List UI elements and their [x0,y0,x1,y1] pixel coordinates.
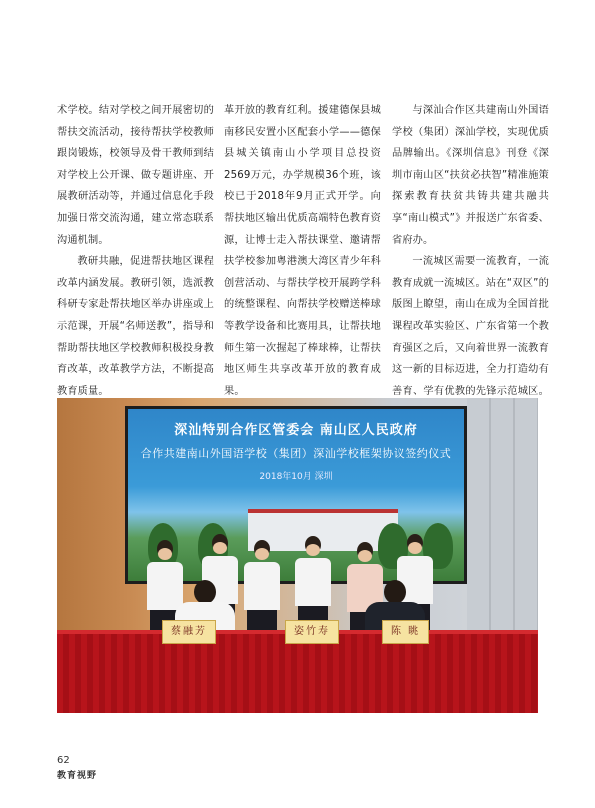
article-column-2 [224,100,381,402]
paragraph: 与深汕合作区共建南山外国语学校（集团）深汕学校，实现优质品牌输出。《深圳信息》刊登《深圳市南山区“扶贫必扶智”精准施策探索教育扶贫共铸共建共融共享“南山模式”》并报送广东省委、省府办。 [392,105,549,246]
red-table-cloth [57,634,538,713]
article-column-3 [392,100,549,424]
paragraph: 术学校。结对学校之间开展密切的帮扶交流活动，接待帮扶学校教师跟岗锻炼，校领导及骨干教师到结对学校上公开课、做专题讲座、开展教研活动等，并通过信息化手段加强日常交流沟通，建立常态联系沟通机制。 [57,105,214,246]
wall-panel [467,398,538,648]
banner-subtitle: 合作共建南山外国语学校（集团）深汕学校框架协议签约仪式 [140,447,452,460]
article-column-1 [57,100,214,424]
nameplate: 陈 眺 [382,620,429,644]
page-number: 62 [57,755,70,766]
publication-logo: 教育视野 [57,771,98,781]
nameplate: 蔡融芳 [162,620,216,644]
signing-ceremony-photo [57,398,538,713]
banner-title: 深汕特别合作区管委会 南山区人民政府 [174,423,418,438]
paragraph: 革开放的教育红利。援建德保县城南移民安置小区配套小学——德保县城关镇南山小学项目总投资2569万元，办学规模36个班，该校已于2018年9月正式开学。向帮扶地区输出优质高端特色教育资源，让博士走入帮扶课堂、邀请帮扶学校参加粤港澳大湾区青少年科创营活动、与帮扶学校开展跨学科的统整课程、向帮扶学校赠送棒球等教学设备和比赛用具，让帮扶地师生第一次握起了棒球棒，让帮扶地区师生共享改革开放的教育成果。 [224,105,381,397]
paragraph: 教研共融，促进帮扶地区课程改革内涵发展。教研引领，选派教科研专家赴帮扶地区举办讲座或上示范课，开展“名师送教”，指导和帮助帮扶地区学校教师积极投身教育改革，改革教学方法，不断提高教育质量。 [57,256,214,397]
nameplate: 姿竹寿 [285,620,339,644]
banner-date: 2018年10月 深圳 [259,472,333,482]
paragraph-text: 一流城区需要一流教育，一流教育成就一流城区。站在“双区”的版图上瞭望，南山在成为全国首批课程改革实验区、广东省第一个教育强区之后，又向着世界一流教育这一新的目标迈进，全力打造幼有善育、学有优教的先锋示范城区。 [392,256,549,397]
